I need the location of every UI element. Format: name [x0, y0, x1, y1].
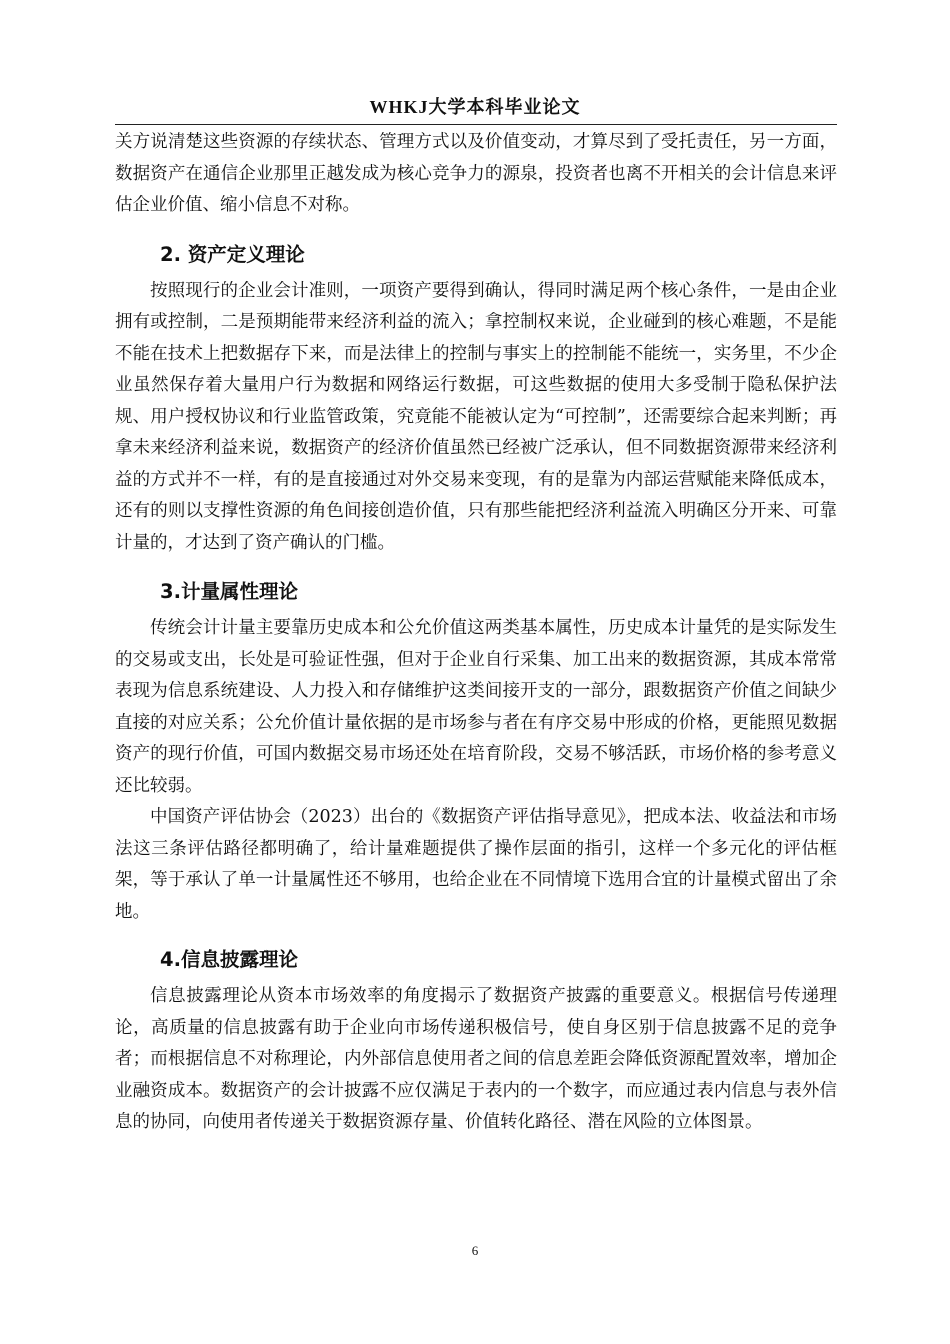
paragraph-asset-definition: 按照现行的企业会计准则，一项资产要得到确认，得同时满足两个核心条件，一是由企业拥有或控制，二是预期能带来经济利益的流入；拿控制权来说，企业碰到的核心难题，不是能不能在技术上把数据存下来，而是法律上的控制与事实上的控制能不能统一，实务里，不少企业虽然保存着大量用户行为数据和网络运行数据，可这些数据的使用大多受制于隐私保护法规、用户授权协议和行业监管政策，究竟能不能被认定为“可控制”，还需要综合起来判断；再拿未来经济利益来说，数据资产的经济价值虽然已经被广泛承认，但不同数据资源带来经济利益的方式并不一样，有的是直接通过对外交易来变现，有的是靠为内部运营赋能来降低成本，还有的则以支撑性资源的角色间接创造价值，只有那些能把经济利益流入明确区分开来、可靠计量的，才达到了资产确认的门槛。 [115, 280, 837, 553]
paragraph-continued: 关方说清楚这些资源的存续状态、管理方式以及价值变动，才算尽到了受托责任，另一方面，数据资产在通信企业那里正越发成为核心竞争力的源泉，投资者也离不开相关的会计信息来评估企业价值、缩小信息不对称。 [115, 132, 837, 215]
main-content [115, 127, 837, 1139]
page-header-title: WHKJ大学本科毕业论文 [369, 97, 581, 117]
section-heading-disclosure: 4.信息披露理论 [160, 948, 298, 971]
section-heading-asset-definition: 2. 资产定义理论 [160, 242, 305, 266]
paragraph-measurement-1: 传统会计计量主要靠历史成本和公允价值这两类基本属性，历史成本计量凭的是实际发生的交易或支出，长处是可验证性强，但对于企业自行采集、加工出来的数据资源，其成本常常表现为信息系统建设、人力投入和存储维护这类间接开支的一部分，跟数据资产价值之间缺少直接的对应关系；公允价值计量依据的是市场参与者在有序交易中形成的价格，更能照见数据资产的现行价值，可国内数据交易市场还处在培育阶段，交易不够活跃，市场价格的参考意义还比较弱。 [115, 618, 837, 796]
section-heading-measurement: 3.计量属性理论 [160, 580, 298, 603]
page-number: 6 [471, 1243, 479, 1258]
paragraph-measurement-2: 中国资产评估协会（2023）出台的《数据资产评估指导意见》，把成本法、收益法和市场法这三条评估路径都明确了，给计量难题提供了操作层面的指引，这样一个多元化的评估框架，等于承认了单一计量属性还不够用，也给企业在不同情境下选用合宜的计量模式留出了余地。 [115, 807, 837, 922]
header-divider [115, 124, 837, 125]
paragraph-disclosure: 信息披露理论从资本市场效率的角度揭示了数据资产披露的重要意义。根据信号传递理论，高质量的信息披露有助于企业向市场传递积极信号，使自身区别于信息披露不足的竞争者；而根据信息不对称理论，内外部信息使用者之间的信息差距会降低资源配置效率，增加企业融资成本。数据资产的会计披露不应仅满足于表内的一个数字，而应通过表内信息与表外信息的协同，向使用者传递关于数据资源存量、价值转化路径、潜在风险的立体图景。 [115, 986, 837, 1132]
